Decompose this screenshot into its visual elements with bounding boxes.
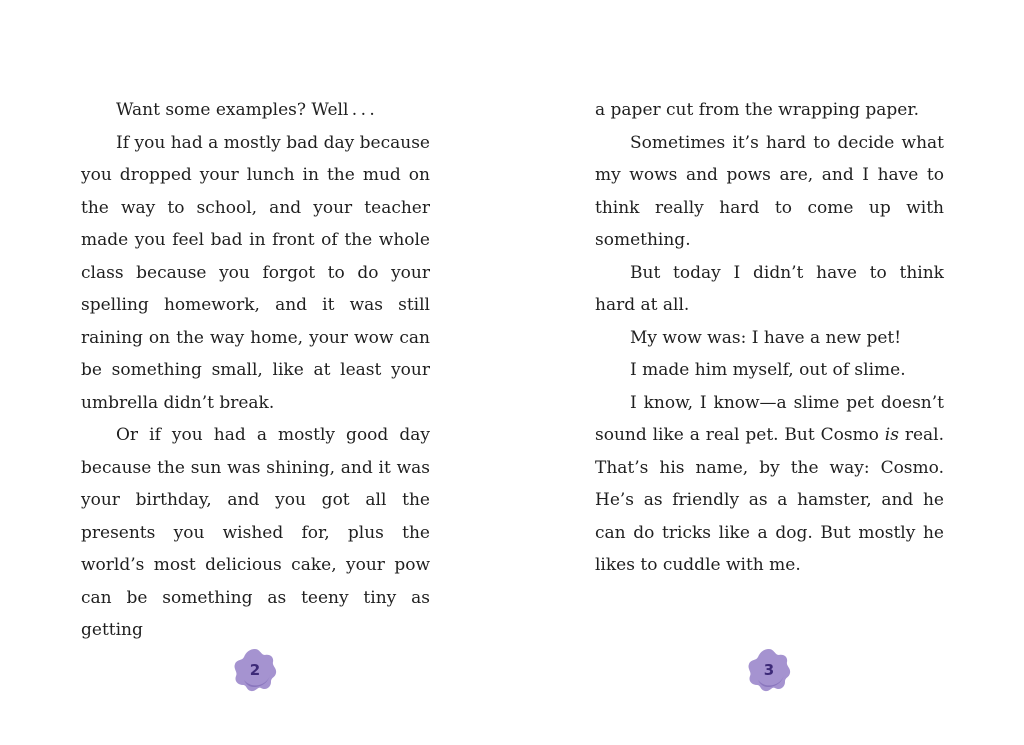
paragraph: a paper cut from the wrapping paper. [595,100,920,120]
paragraph: I made him myself, out of slime. [630,360,906,380]
paragraph [595,387,944,582]
right-page [595,94,944,582]
paragraph: Sometimes it’s hard to decide what my wows and pows are, and I have to think really hard to come up with something. [595,132,944,250]
emphasis-text: is [884,425,899,445]
paragraph: But today I didn’t have to think hard at all. [595,262,944,315]
page-number-right [745,646,793,694]
paragraph: Or if you had a mostly good day because the sun was shining, and it was your birthday, and you got all the presents you wished for, plus the world’s most delicious cake, your pow can be something as teeny tiny as getting [81,425,430,640]
page-number: 2 [249,661,261,679]
paragraph-text: I know, I know—a slime pet doesn’t sound like a real pet. But Cosmo [595,392,944,445]
paragraph: My wow was: I have a new pet! [630,327,902,348]
left-page [81,94,430,647]
page-number-left [231,646,279,694]
paragraph: If you had a mostly bad day because you dropped your lunch in the mud on the way to school, and your teacher made you feel bad in front of the whole class because you forgot to do your spelling homework, and it was still raining on the way home, your wow can be something small, like at least your umbrella didn’t break. [81,132,430,413]
paragraph-text: real. That’s his name, by the way: Cosmo. He’s as friendly as a hamster, and he can do tricks like a dog. But mostly he likes to cuddle with me. [595,425,944,575]
page-number: 3 [763,661,775,679]
paragraph: Want some examples? Well . . . [116,100,375,120]
